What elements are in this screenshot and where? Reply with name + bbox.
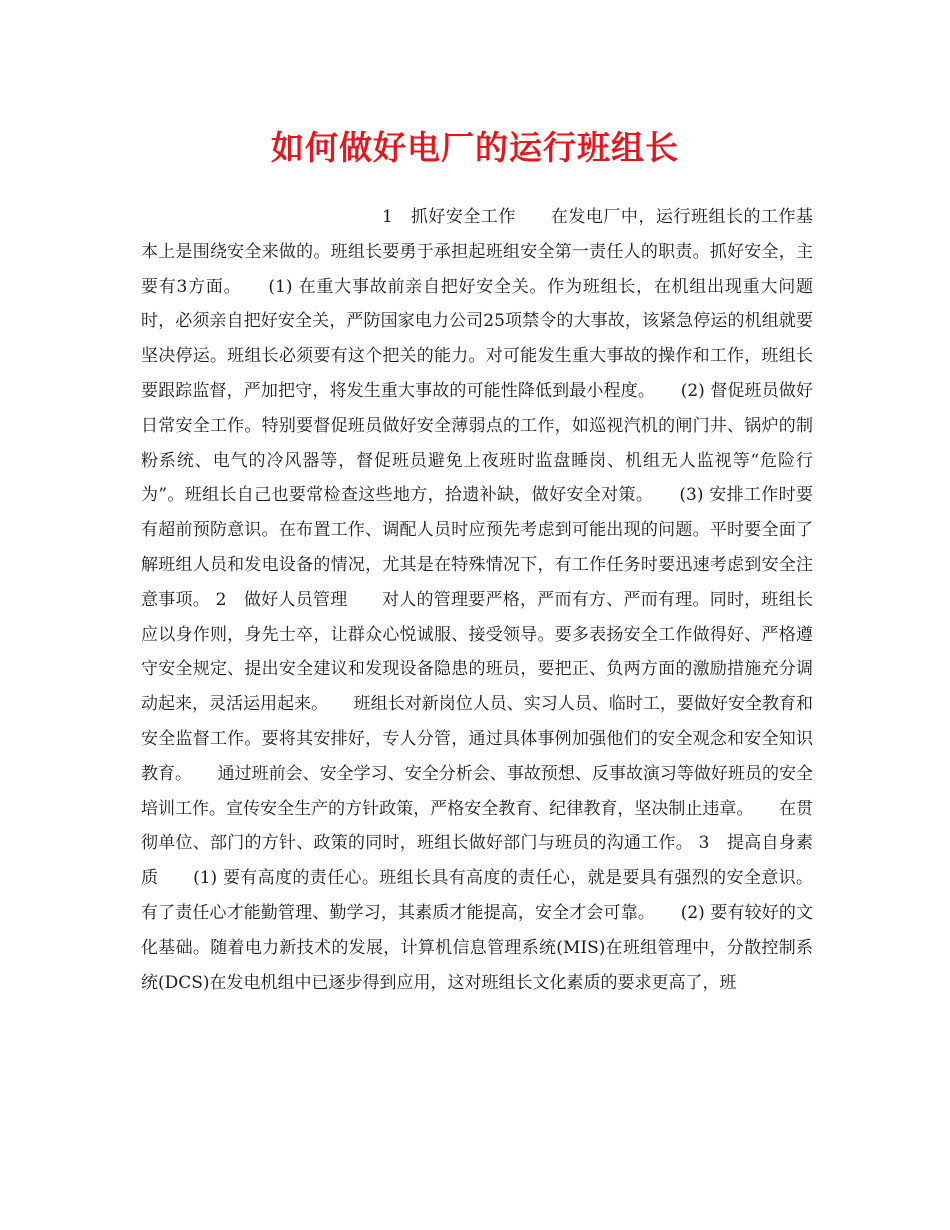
page-title: 如何做好电厂的运行班组长 [271, 128, 679, 167]
body-paragraph: 1 抓好安全工作 在发电厂中，运行班组长的工作基本上是围绕安全来做的。班组长要勇于承担起班组安全第一责任人的职责。抓好安全，主要有3方面。 (1) 在重大事故前亲自把好安全关。作为班组长，在机组出现重大问题时，必须亲自把好安全关，严防国家电力公司25项禁令的大事故，该紧急停运的机组就要坚决停运。班组长必须要有这个把关的能力。对可能发生重大事故的操作和工作，班组长要跟踪监督，严加把守，将发生重大事故的可能性降低到最小程度。 (2) 督促班员做好日常安全工作。特别要督促班员做好安全薄弱点的工作，如巡视汽机的闸门井、锅炉的制粉系统、电气的冷风器等，督促班员避免上夜班时监盘睡岗、机组无人监视等“危险行为”。班组长自己也要常检查这些地方，拾遗补缺，做好安全对策。 (3) 安排工作时要有超前预防意识。在布置工作、调配人员时应预先考虑到可能出现的问题。平时要全面了解班组人员和发电设备的情况，尤其是在特殊情况下，有工作任务时要迅速考虑到安全注意事项。 2 做好人员管理 对人的管理要严格，严而有方、严而有理。同时，班组长应以身作则，身先士卒，让群众心悦诚服、接受领导。要多表扬安全工作做得好、严格遵守安全规定、提出安全建议和发现设备隐患的班员，要把正、负两方面的激励措施充分调动起来，灵活运用起来。 班组长对新岗位人员、实习人员、临时工，要做好安全教育和安全监督工作。要将其安排好，专人分管，通过具体事例加强他们的安全观念和安全知识教育。 通过班前会、安全学习、安全分析会、事故预想、反事故演习等做好班员的安全培训工作。宣传安全生产的方针政策，严格安全教育、纪律教育，坚决制止违章。 在贯彻单位、部门的方针、政策的同时，班组长做好部门与班员的沟通工作。 3 提高自身素质 (1) 要有高度的责任心。班组长具有高度的责任心，就是要具有强烈的安全意识。有了责任心才能勤管理、勤学习，其素质才能提高，安全才会可靠。 (2) 要有较好的文化基础。随着电力新技术的发展，计算机信息管理系统(MIS)在班组管理中，分散控制系统(DCS)在发电机组中已逐步得到应用，这对班组长文化素质的要求更高了，班 [141, 207, 813, 993]
